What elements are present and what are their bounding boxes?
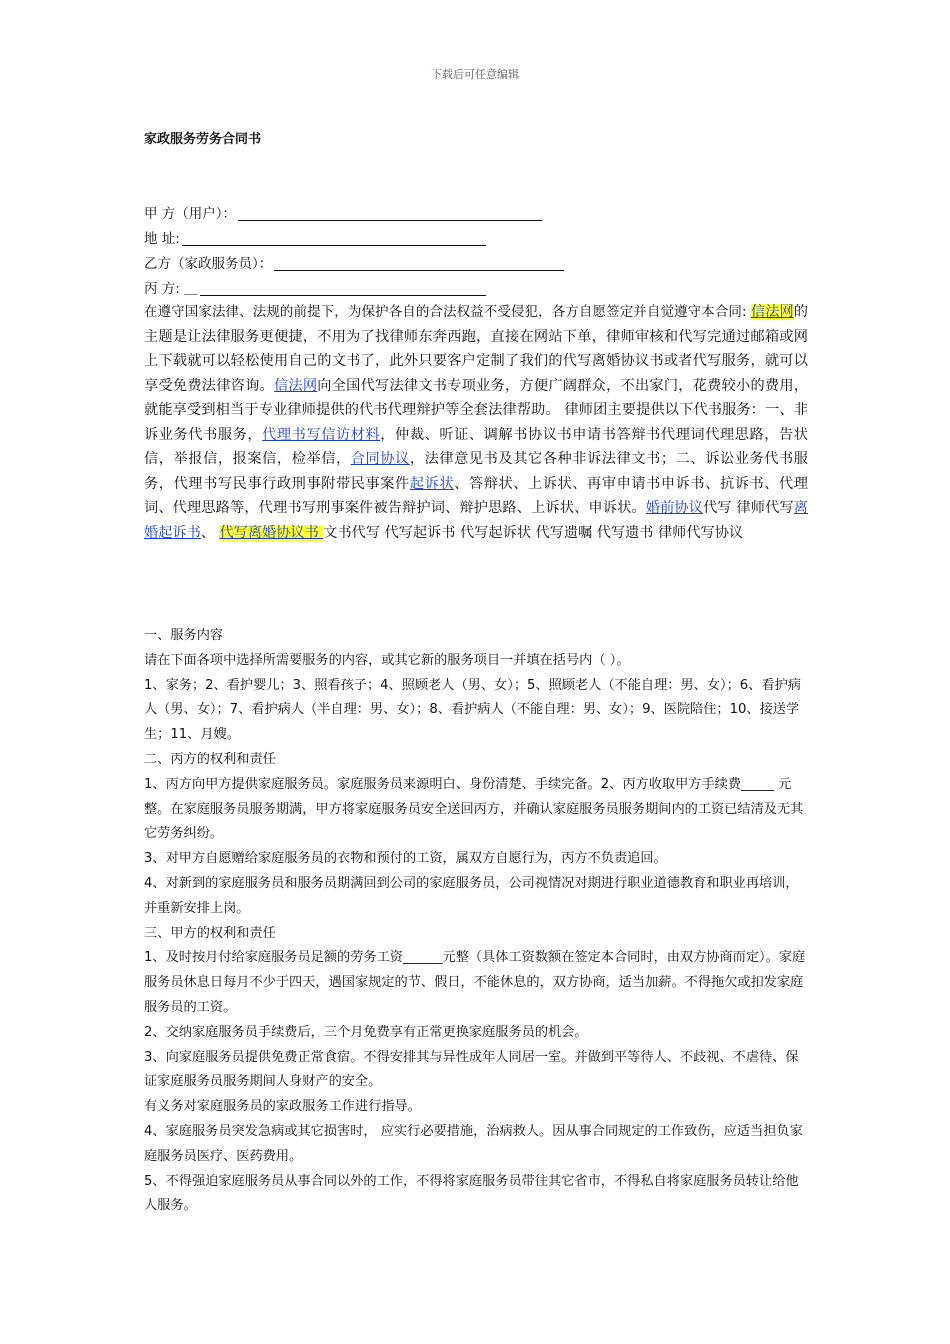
intro-text-2: 的主题是让法律服务更便捷，不用为了找律师东奔西跑，直接在网站下单，律师审核和代写完通过邮箱或网上下载就可以轻松使用自己的文书了，此外只要客户定制了我们的代写离婚协议书或者代写服务，就可以享受免费法律咨询。 xyxy=(144,304,808,394)
contract-body xyxy=(144,624,810,1219)
address-blank xyxy=(182,230,486,246)
section-heading-party-c: 二、丙方的权利和责任 xyxy=(144,751,276,767)
section-heading-party-a: 三、甲方的权利和责任 xyxy=(144,925,276,941)
intro-text-9: 文书代写 代写起诉书 代写起诉状 代写遗嘱 代写遗书 律师代写协议 xyxy=(323,524,744,541)
party-c-label: 丙 方: ＿ xyxy=(144,281,198,297)
intro-text-7: 代写 律师代写 xyxy=(703,500,794,516)
link-complaint[interactable]: 起诉状 xyxy=(409,475,455,492)
party-c-field xyxy=(144,277,814,302)
body-paragraph: 1、及时按月付给家庭服务员足额的劳务工资______元整（具体工资数额在签定本合同时，由双方协商而定）。家庭服务员休息日每月不少于四天，遇国家规定的节、假日，不能休息的，双方协商，适当加薪。不得拖欠或扣发家庭服务员的工资。 xyxy=(144,950,806,1015)
link-prenup[interactable]: 婚前协议 xyxy=(645,500,704,516)
intro-text-4: ，仲裁、听证、调解书协议书申请书答辩书代理词代理思路，告状信，举报信，报案信，检举信， xyxy=(144,426,808,467)
party-fields xyxy=(144,202,814,302)
body-paragraph: 请在下面各项中选择所需要服务的内容，或其它新的服务项目一并填在括号内（ ）。 xyxy=(144,652,630,668)
header-note: 下载后可任意编辑 xyxy=(431,68,519,81)
party-a-label: 甲 方（用户）： xyxy=(144,206,237,222)
body-paragraph: 1、家务；2、看护婴儿；3、照看孩子；4、照顾老人（男、女）；5、照顾老人（不能自理：男、女）；6、看护病人（男、女）；7、看护病人（半自理：男、女）；8、看护病人（不能自理：男、女）；9、医院陪住；10、接送学生；11、月嫂。 xyxy=(144,677,801,743)
link-divorce-agreement[interactable]: 代写离婚协议书 xyxy=(219,524,324,541)
link-xinfawang-2[interactable]: 信法网 xyxy=(273,377,318,394)
intro-text-6: 、答辩状、上诉状、再审申请书申诉书、抗诉书、代理词、代理思路等，代理书写刑事案件被告辩护词、辩护思路、上诉状、申诉状。 xyxy=(144,475,808,516)
address-label: 地 址: xyxy=(144,231,180,247)
body-paragraph: 有义务对家庭服务员的家政服务工作进行指导。 xyxy=(144,1099,421,1115)
link-divorce-complaint[interactable]: 离婚起诉书 xyxy=(144,500,808,541)
document-title: 家政服务劳务合同书 xyxy=(144,132,262,147)
party-b-field xyxy=(144,252,814,277)
party-b-blank xyxy=(274,255,564,271)
intro-text-1: 在遵守国家法律、法规的前提下，为保护各自的合法权益不受侵犯，各方自愿签定并自觉遵守本合同: xyxy=(144,304,751,320)
body-paragraph: 3、向家庭服务员提供免费正常食宿。不得安排其与异性成年人同居一室。并做到平等待人、不歧视、不虐待、保证家庭服务员服务期间人身财产的安全。 xyxy=(144,1049,799,1090)
party-b-label: 乙方（家政服务员）： xyxy=(144,256,273,272)
section-heading-services: 一、服务内容 xyxy=(144,628,224,643)
intro-paragraph xyxy=(144,300,808,545)
body-paragraph: 4、对新到的家庭服务员和服务员期满回到公司的家庭服务员，公司视情况对期进行职业道德教育和职业再培训，并重新安排上岗。 xyxy=(144,875,799,916)
intro-text-5: ，法律意见书及其它各种非诉法律文书；二、诉讼业务代书服务，代理书写民事行政刑事附带民事案件 xyxy=(144,451,808,492)
party-a-blank xyxy=(238,205,542,221)
party-a-field xyxy=(144,202,814,227)
link-contract-agreement[interactable]: 合同协议 xyxy=(350,451,410,467)
body-paragraph: 4、家庭服务员突发急病或其它损害时， 应实行必要措施，治病救人。因从事合同规定的工作致伤，应适当担负家庭服务员医疗、医药费用。 xyxy=(144,1123,803,1164)
body-paragraph: 2、交纳家庭服务员手续费后，三个月免费享有正常更换家庭服务员的机会。 xyxy=(144,1024,588,1040)
intro-text-8: 、 xyxy=(200,524,220,541)
body-paragraph: 1、丙方向甲方提供家庭服务员。家庭服务员来源明白、身份清楚、手续完备。2、丙方收取甲方手续费_____ 元整。在家庭服务员服务期满，甲方将家庭服务员安全送回丙方，并确认家庭服务员服务期间内的工资已结清及无其它劳务纠纷。 xyxy=(144,776,804,842)
body-paragraph: 5、不得强迫家庭服务员从事合同以外的工作，不得将家庭服务员带往其它省市，不得私自将家庭服务员转让给他人服务。 xyxy=(144,1173,799,1214)
link-xinfawang-1[interactable]: 信法网 xyxy=(750,304,794,320)
address-field xyxy=(144,227,814,252)
intro-text-3: 向全国代写法律文书专项业务，方便广阔群众，不出家门，花费较小的费用，就能享受到相当于专业律师提供的代书代理辩护等全套法律帮助。 律师团主要提供以下代书服务：一、非诉业务代书服务， xyxy=(144,377,808,443)
link-petition-materials[interactable]: 代理书写信访材料 xyxy=(262,426,381,443)
body-paragraph: 3、对甲方自愿赠给家庭服务员的衣物和预付的工资，属双方自愿行为，丙方不负责追回。 xyxy=(144,851,667,867)
party-c-blank xyxy=(200,280,486,296)
